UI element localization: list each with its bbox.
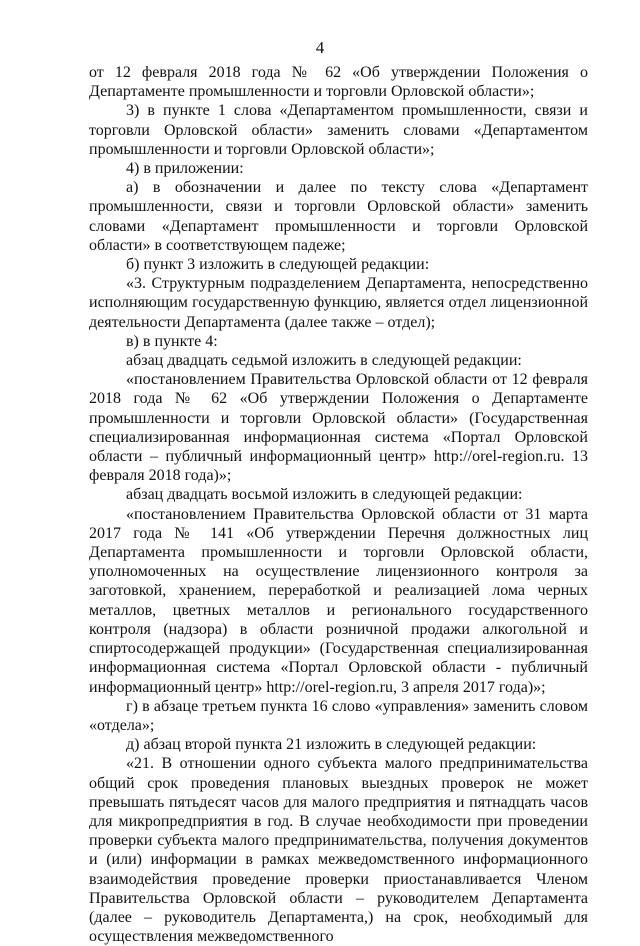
paragraph: абзац двадцать восьмой изложить в следующей редакции: <box>126 486 523 504</box>
paragraph: «21. В отношении одного субъекта малого предпринимательства общий срок проведения плановых выездных проверок не может превышать пятьдесят часов для малого предприятия и пятнадцать часов для микропредприятия в год. В случае необходимости при проведении проверки субъекта малого предпринимательства, получения документов и (или) информации в рамках межведомственного информационного взаимодействия проведение проверки приостанавливается Членом Правительства Орловской области – руководителем Департамента (далее – руководитель Департамента,) на срок, необходимый для осуществления межведомственного <box>89 755 588 946</box>
paragraph: «3. Структурным подразделением Департамента, непосредственно исполняющим государственную функцию, является отдел лицензионной деятельности Департамента (далее также – отдел); <box>89 275 588 331</box>
paragraph: в) в пункте 4: <box>126 332 218 350</box>
paragraph: б) пункт 3 изложить в следующей редакции: <box>126 256 430 274</box>
paragraph: г) в абзаце третьем пункта 16 слово «управления» заменить словом «отдела»; <box>89 697 588 734</box>
document-body <box>89 63 588 946</box>
paragraph: 4) в приложении: <box>126 160 244 178</box>
paragraph: «постановлением Правительства Орловской области от 12 февраля 2018 года № 62 «Об утверждении Положения о Департаменте промышленности и торговли Орловской области» (Государственная специализированная информационная система «Портал Орловской области – публичный информационный центр» http://orel-region.ru. 13 февраля 2018 года)»; <box>89 371 588 485</box>
paragraph: д) абзац второй пункта 21 изложить в следующей редакции: <box>126 736 537 754</box>
paragraph: а) в обозначении и далее по тексту слова «Департамент промышленности, связи и торговли Орловской области» заменить словами «Департамент промышленности и торговли Орловской области» в соответствующем падеже; <box>89 179 588 254</box>
paragraph: абзац двадцать седьмой изложить в следующей редакции: <box>126 352 522 370</box>
paragraph: 3) в пункте 1 слова «Департаментом промышленности, связи и торговли Орловской области» заменить словами «Департаментом промышленности и торговли Орловской области»; <box>89 102 588 158</box>
page-number: 4 <box>315 38 325 57</box>
paragraph: от 12 февраля 2018 года № 62 «Об утверждении Положения о Департаменте промышленности и торговли Орловской области»; <box>89 64 588 101</box>
paragraph: «постановлением Правительства Орловской области от 31 марта 2017 года № 141 «Об утверждении Перечня должностных лиц Департамента промышленности и торговли Орловской области, уполномоченных на осуществление лицензионного контроля за заготовкой, хранением, переработкой и реализацией лома черных металлов, цветных металлов и регионального государственного контроля (надзора) в области розничной продажи алкогольной и спиртосодержащей продукции» (Государственная специализированная информационная система «Портал Орловской области - публичный информационный центр» http://orel-region.ru, 3 апреля 2017 года)»; <box>89 505 588 696</box>
